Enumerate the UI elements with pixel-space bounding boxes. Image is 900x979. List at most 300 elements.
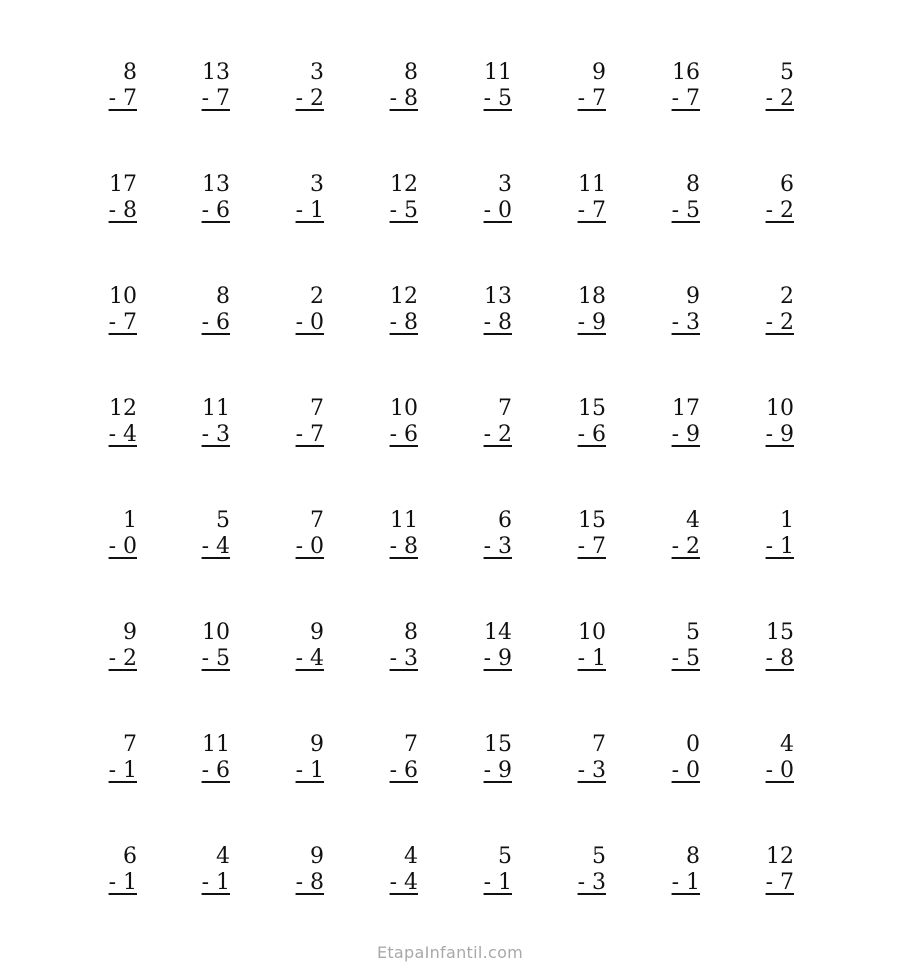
minus-sign: - — [108, 646, 116, 671]
minus-sign: - — [201, 198, 209, 223]
minuend: 14 — [484, 620, 512, 645]
minus-sign: - — [201, 758, 209, 783]
subtrahend: 6 — [216, 198, 230, 223]
minuend: 2 — [780, 284, 794, 309]
minuend: 7 — [310, 508, 324, 533]
subtrahend-line — [660, 422, 700, 448]
subtrahend: 2 — [686, 534, 700, 559]
subtraction-problem — [378, 396, 418, 448]
subtraction-problem — [754, 172, 794, 224]
subtrahend-line — [284, 310, 324, 336]
subtrahend-line — [566, 646, 606, 672]
minuend: 8 — [404, 60, 418, 85]
minus-sign: - — [108, 422, 116, 447]
minuend: 8 — [686, 172, 700, 197]
subtrahend: 7 — [686, 86, 700, 111]
minuend: 10 — [390, 396, 418, 421]
minuend: 3 — [310, 60, 324, 85]
minuend: 6 — [123, 844, 137, 869]
subtraction-problem — [754, 60, 794, 112]
subtrahend-line — [660, 646, 700, 672]
minuend: 8 — [404, 620, 418, 645]
subtrahend-line — [472, 86, 512, 112]
subtraction-problem — [284, 508, 324, 560]
subtraction-problem — [378, 508, 418, 560]
subtrahend-line — [378, 646, 418, 672]
subtrahend: 8 — [404, 534, 418, 559]
subtraction-problem — [566, 284, 606, 336]
minuend: 13 — [484, 284, 512, 309]
subtraction-problem — [754, 844, 794, 896]
subtrahend: 1 — [216, 870, 230, 895]
subtraction-problem — [190, 620, 230, 672]
subtrahend: 7 — [216, 86, 230, 111]
minus-sign: - — [483, 870, 491, 895]
subtrahend: 5 — [686, 646, 700, 671]
subtraction-problem — [660, 284, 700, 336]
minuend: 10 — [578, 620, 606, 645]
minus-sign: - — [765, 870, 773, 895]
minuend: 11 — [202, 732, 230, 757]
subtrahend-line — [472, 198, 512, 224]
subtrahend-line — [660, 310, 700, 336]
minus-sign: - — [671, 86, 679, 111]
minus-sign: - — [671, 198, 679, 223]
subtraction-problem — [190, 172, 230, 224]
subtrahend: 8 — [123, 198, 137, 223]
subtrahend: 1 — [592, 646, 606, 671]
subtraction-problem — [378, 732, 418, 784]
subtrahend-line — [97, 870, 137, 896]
subtrahend-line — [754, 86, 794, 112]
minuend: 15 — [484, 732, 512, 757]
subtraction-problem — [660, 396, 700, 448]
minuend: 12 — [390, 284, 418, 309]
minus-sign: - — [389, 86, 397, 111]
subtrahend: 0 — [686, 758, 700, 783]
subtraction-problem — [472, 508, 512, 560]
subtrahend-line — [378, 534, 418, 560]
minuend: 17 — [672, 396, 700, 421]
subtrahend: 0 — [310, 310, 324, 335]
minuend: 9 — [310, 620, 324, 645]
subtrahend-line — [190, 646, 230, 672]
subtraction-problem — [566, 396, 606, 448]
minuend: 12 — [109, 396, 137, 421]
subtraction-problem — [754, 508, 794, 560]
subtraction-problem — [660, 60, 700, 112]
subtraction-problem — [378, 620, 418, 672]
subtraction-problem — [378, 172, 418, 224]
minus-sign: - — [765, 310, 773, 335]
subtrahend: 3 — [592, 758, 606, 783]
subtrahend: 8 — [780, 646, 794, 671]
minuend: 3 — [310, 172, 324, 197]
minuend: 1 — [780, 508, 794, 533]
minus-sign: - — [671, 422, 679, 447]
subtrahend-line — [378, 310, 418, 336]
subtrahend-line — [284, 870, 324, 896]
minuend: 11 — [578, 172, 606, 197]
minus-sign: - — [483, 646, 491, 671]
subtrahend: 1 — [310, 198, 324, 223]
minus-sign: - — [765, 534, 773, 559]
subtrahend-line — [660, 534, 700, 560]
minuend: 15 — [578, 508, 606, 533]
subtrahend: 3 — [498, 534, 512, 559]
minus-sign: - — [108, 534, 116, 559]
subtraction-problem — [660, 844, 700, 896]
subtrahend: 3 — [686, 310, 700, 335]
subtrahend-line — [660, 86, 700, 112]
subtraction-problem — [97, 732, 137, 784]
subtrahend: 3 — [216, 422, 230, 447]
subtraction-problem — [660, 620, 700, 672]
subtraction-problem — [284, 732, 324, 784]
subtraction-problem — [660, 732, 700, 784]
subtrahend-line — [190, 758, 230, 784]
subtraction-problem — [566, 620, 606, 672]
minus-sign: - — [389, 310, 397, 335]
subtraction-problem — [378, 844, 418, 896]
subtraction-problem — [378, 60, 418, 112]
subtrahend-line — [566, 310, 606, 336]
subtraction-problem — [660, 508, 700, 560]
minuend: 17 — [109, 172, 137, 197]
subtrahend: 9 — [686, 422, 700, 447]
minus-sign: - — [577, 86, 585, 111]
minus-sign: - — [201, 646, 209, 671]
subtrahend-line — [97, 758, 137, 784]
minus-sign: - — [389, 758, 397, 783]
minuend: 5 — [686, 620, 700, 645]
minus-sign: - — [295, 198, 303, 223]
subtraction-problem — [472, 620, 512, 672]
minus-sign: - — [577, 646, 585, 671]
minuend: 4 — [780, 732, 794, 757]
subtraction-problem — [566, 172, 606, 224]
subtrahend: 6 — [592, 422, 606, 447]
subtrahend: 9 — [592, 310, 606, 335]
subtrahend-line — [660, 870, 700, 896]
minus-sign: - — [577, 422, 585, 447]
minuend: 9 — [123, 620, 137, 645]
subtrahend-line — [472, 422, 512, 448]
subtrahend-line — [284, 534, 324, 560]
minus-sign: - — [577, 758, 585, 783]
minuend: 2 — [310, 284, 324, 309]
subtrahend: 2 — [498, 422, 512, 447]
minus-sign: - — [765, 198, 773, 223]
subtrahend-line — [190, 534, 230, 560]
minuend: 16 — [672, 60, 700, 85]
subtrahend-line — [472, 534, 512, 560]
minus-sign: - — [765, 86, 773, 111]
subtraction-problem — [97, 508, 137, 560]
minus-sign: - — [671, 534, 679, 559]
minus-sign: - — [201, 310, 209, 335]
subtrahend: 7 — [123, 86, 137, 111]
subtrahend: 9 — [498, 758, 512, 783]
minuend: 9 — [310, 732, 324, 757]
subtrahend-line — [97, 646, 137, 672]
minuend: 12 — [766, 844, 794, 869]
minuend: 0 — [686, 732, 700, 757]
minuend: 10 — [109, 284, 137, 309]
subtrahend-line — [284, 422, 324, 448]
subtrahend: 4 — [310, 646, 324, 671]
minus-sign: - — [483, 758, 491, 783]
subtrahend-line — [378, 422, 418, 448]
subtrahend-line — [754, 646, 794, 672]
subtrahend: 7 — [592, 198, 606, 223]
minus-sign: - — [295, 422, 303, 447]
minuend: 10 — [766, 396, 794, 421]
subtraction-problem — [284, 284, 324, 336]
minus-sign: - — [577, 534, 585, 559]
subtrahend-line — [566, 534, 606, 560]
minuend: 4 — [404, 844, 418, 869]
subtrahend: 4 — [123, 422, 137, 447]
minus-sign: - — [201, 86, 209, 111]
subtrahend: 7 — [310, 422, 324, 447]
minuend: 11 — [484, 60, 512, 85]
subtrahend-line — [660, 758, 700, 784]
subtraction-problem — [754, 284, 794, 336]
minus-sign: - — [108, 758, 116, 783]
minuend: 5 — [498, 844, 512, 869]
subtrahend-line — [566, 870, 606, 896]
subtrahend-line — [378, 870, 418, 896]
subtraction-problem — [97, 396, 137, 448]
subtraction-problem — [190, 396, 230, 448]
subtraction-problem — [97, 620, 137, 672]
subtrahend-line — [566, 198, 606, 224]
subtrahend: 6 — [216, 310, 230, 335]
subtraction-problem — [284, 60, 324, 112]
subtraction-problem — [566, 60, 606, 112]
subtrahend-line — [660, 198, 700, 224]
minus-sign: - — [295, 646, 303, 671]
minus-sign: - — [577, 310, 585, 335]
minuend: 5 — [780, 60, 794, 85]
minuend: 3 — [498, 172, 512, 197]
subtrahend-line — [566, 86, 606, 112]
minus-sign: - — [201, 422, 209, 447]
minuend: 18 — [578, 284, 606, 309]
subtraction-problem — [472, 172, 512, 224]
minuend: 7 — [404, 732, 418, 757]
minuend: 7 — [310, 396, 324, 421]
minuend: 4 — [686, 508, 700, 533]
subtrahend-line — [754, 422, 794, 448]
subtrahend: 1 — [498, 870, 512, 895]
subtrahend: 4 — [404, 870, 418, 895]
subtrahend-line — [284, 86, 324, 112]
subtrahend: 5 — [686, 198, 700, 223]
subtrahend-line — [378, 758, 418, 784]
minus-sign: - — [671, 310, 679, 335]
minus-sign: - — [389, 646, 397, 671]
minuend: 6 — [498, 508, 512, 533]
subtrahend: 5 — [216, 646, 230, 671]
minus-sign: - — [295, 310, 303, 335]
minus-sign: - — [577, 198, 585, 223]
subtrahend-line — [284, 198, 324, 224]
subtrahend-line — [754, 534, 794, 560]
subtraction-problem — [97, 844, 137, 896]
subtrahend-line — [378, 86, 418, 112]
subtrahend: 2 — [780, 86, 794, 111]
minuend: 5 — [216, 508, 230, 533]
subtrahend-line — [754, 870, 794, 896]
subtrahend-line — [754, 198, 794, 224]
minuend: 11 — [202, 396, 230, 421]
subtrahend-line — [472, 870, 512, 896]
subtraction-problem — [566, 508, 606, 560]
subtraction-problem — [754, 732, 794, 784]
subtrahend-line — [190, 198, 230, 224]
minus-sign: - — [483, 534, 491, 559]
minuend: 13 — [202, 60, 230, 85]
subtrahend: 0 — [498, 198, 512, 223]
subtrahend-line — [472, 310, 512, 336]
subtrahend: 0 — [123, 534, 137, 559]
subtrahend-line — [378, 198, 418, 224]
subtraction-problem — [754, 396, 794, 448]
minuend: 6 — [780, 172, 794, 197]
minuend: 9 — [686, 284, 700, 309]
subtrahend-line — [97, 534, 137, 560]
subtrahend: 2 — [123, 646, 137, 671]
subtraction-problem — [190, 60, 230, 112]
minus-sign: - — [201, 870, 209, 895]
subtrahend-line — [97, 86, 137, 112]
subtraction-problem — [190, 284, 230, 336]
minus-sign: - — [389, 198, 397, 223]
subtrahend-line — [190, 422, 230, 448]
subtrahend: 6 — [216, 758, 230, 783]
minuend: 7 — [592, 732, 606, 757]
minus-sign: - — [483, 86, 491, 111]
minus-sign: - — [483, 198, 491, 223]
subtrahend: 9 — [780, 422, 794, 447]
subtrahend-line — [190, 86, 230, 112]
minuend: 15 — [766, 620, 794, 645]
subtrahend: 1 — [686, 870, 700, 895]
minuend: 10 — [202, 620, 230, 645]
subtrahend: 8 — [498, 310, 512, 335]
subtraction-problem — [566, 732, 606, 784]
subtrahend: 8 — [404, 86, 418, 111]
subtraction-problem — [97, 60, 137, 112]
minuend: 9 — [310, 844, 324, 869]
minuend: 13 — [202, 172, 230, 197]
minus-sign: - — [108, 198, 116, 223]
subtrahend-line — [97, 198, 137, 224]
subtraction-problem — [97, 284, 137, 336]
subtrahend: 2 — [310, 86, 324, 111]
subtrahend: 7 — [123, 310, 137, 335]
subtraction-problem — [284, 396, 324, 448]
minuend: 7 — [498, 396, 512, 421]
subtrahend-line — [284, 758, 324, 784]
minus-sign: - — [295, 870, 303, 895]
minus-sign: - — [108, 870, 116, 895]
footer-watermark: EtapaInfantil.com — [376, 943, 524, 962]
minus-sign: - — [765, 422, 773, 447]
minus-sign: - — [201, 534, 209, 559]
minuend: 7 — [123, 732, 137, 757]
subtrahend: 3 — [592, 870, 606, 895]
subtrahend: 1 — [780, 534, 794, 559]
minuend: 1 — [123, 508, 137, 533]
minus-sign: - — [295, 534, 303, 559]
minuend: 15 — [578, 396, 606, 421]
subtrahend: 7 — [592, 534, 606, 559]
minuend: 8 — [216, 284, 230, 309]
subtrahend: 1 — [123, 758, 137, 783]
minus-sign: - — [577, 870, 585, 895]
subtrahend: 6 — [404, 422, 418, 447]
subtrahend-line — [472, 646, 512, 672]
subtrahend-line — [754, 758, 794, 784]
subtraction-problem — [190, 732, 230, 784]
minus-sign: - — [671, 646, 679, 671]
subtrahend: 8 — [404, 310, 418, 335]
minuend: 9 — [592, 60, 606, 85]
minuend: 4 — [216, 844, 230, 869]
subtrahend-line — [754, 310, 794, 336]
subtrahend: 2 — [780, 198, 794, 223]
subtrahend-line — [190, 870, 230, 896]
minus-sign: - — [389, 422, 397, 447]
subtrahend-line — [284, 646, 324, 672]
subtrahend: 0 — [310, 534, 324, 559]
subtraction-problem — [472, 284, 512, 336]
minuend: 11 — [390, 508, 418, 533]
minus-sign: - — [483, 310, 491, 335]
subtrahend: 0 — [780, 758, 794, 783]
subtraction-problem — [566, 844, 606, 896]
subtrahend: 7 — [592, 86, 606, 111]
minus-sign: - — [483, 422, 491, 447]
minus-sign: - — [765, 646, 773, 671]
subtraction-problem — [472, 732, 512, 784]
minus-sign: - — [295, 86, 303, 111]
minus-sign: - — [389, 534, 397, 559]
minus-sign: - — [671, 758, 679, 783]
subtrahend-line — [97, 422, 137, 448]
subtraction-problem — [190, 508, 230, 560]
subtrahend-line — [566, 758, 606, 784]
subtrahend: 8 — [310, 870, 324, 895]
subtrahend: 9 — [498, 646, 512, 671]
minus-sign: - — [671, 870, 679, 895]
subtraction-problem — [472, 60, 512, 112]
subtrahend-line — [97, 310, 137, 336]
minus-sign: - — [295, 758, 303, 783]
minuend: 8 — [123, 60, 137, 85]
subtrahend: 2 — [780, 310, 794, 335]
subtrahend: 5 — [404, 198, 418, 223]
subtraction-problem — [284, 844, 324, 896]
minus-sign: - — [108, 310, 116, 335]
subtrahend: 6 — [404, 758, 418, 783]
subtraction-problem — [284, 172, 324, 224]
minuend: 12 — [390, 172, 418, 197]
minus-sign: - — [389, 870, 397, 895]
